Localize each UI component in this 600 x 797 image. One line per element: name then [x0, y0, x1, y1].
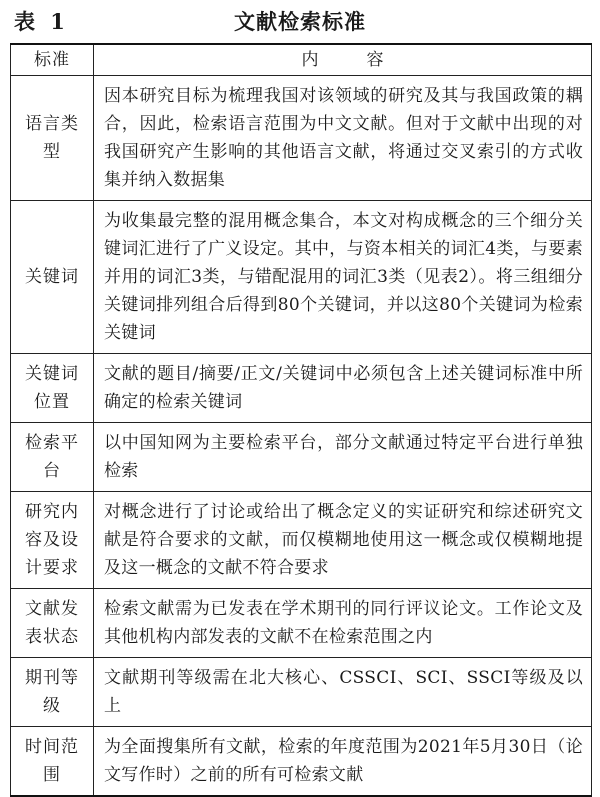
row-value: 因本研究目标为梳理我国对该领域的研究及其与我国政策的耦合，因此，检索语言范围为中文文献。但对于文献中出现的对我国研究产生影响的其他语言文献，将通过交叉索引的方式收集并纳入数据集: [94, 76, 592, 201]
row-key: 期刊等级: [11, 658, 94, 727]
table-number: 表 1: [14, 9, 69, 34]
row-key: 关键词位置: [11, 354, 94, 423]
row-value: 为收集最完整的混用概念集合，本文对构成概念的三个细分关键词汇进行了广义设定。其中，与资本相关的词汇4类，与要素并用的词汇3类，与错配混用的词汇3类（见表2）。将三组细分关键词排列组合后得到80个关键词，并以这80个关键词为检索关键词: [94, 201, 592, 354]
row-value: 为全面搜集所有文献，检索的年度范围为2021年5月30日（论文写作时）之前的所有可检索文献: [94, 727, 592, 797]
row-key: 关键词: [11, 201, 94, 354]
row-key: 语言类型: [11, 76, 94, 201]
row-value: 文献期刊等级需在北大核心、CSSCI、SCI、SSCI等级及以上: [94, 658, 592, 727]
row-key: 时间范围: [11, 727, 94, 797]
table-row: [11, 423, 592, 492]
table-title: 文献检索标准: [234, 9, 366, 34]
table-row: [11, 76, 592, 201]
row-key: 检索平台: [11, 423, 94, 492]
row-value: 以中国知网为主要检索平台，部分文献通过特定平台进行单独检索: [94, 423, 592, 492]
header-standard: 标准: [11, 44, 94, 76]
row-key: 文献发表状态: [11, 589, 94, 658]
table-header-row: [11, 44, 592, 76]
search-criteria-table: [10, 43, 592, 797]
table-row: [11, 727, 592, 797]
table-caption: [0, 0, 600, 40]
table-row: [11, 589, 592, 658]
table-row: [11, 354, 592, 423]
header-content: 内容: [94, 44, 592, 76]
table-row: [11, 492, 592, 589]
table-row: [11, 658, 592, 727]
row-value: 对概念进行了讨论或给出了概念定义的实证研究和综述研究文献是符合要求的文献，而仅模糊地使用这一概念或仅模糊地提及这一概念的文献不符合要求: [94, 492, 592, 589]
row-value: 检索文献需为已发表在学术期刊的同行评议论文。工作论文及其他机构内部发表的文献不在检索范围之内: [94, 589, 592, 658]
table-row: [11, 201, 592, 354]
row-value: 文献的题目/摘要/正文/关键词中必须包含上述关键词标准中所确定的检索关键词: [94, 354, 592, 423]
row-key: 研究内容及设计要求: [11, 492, 94, 589]
